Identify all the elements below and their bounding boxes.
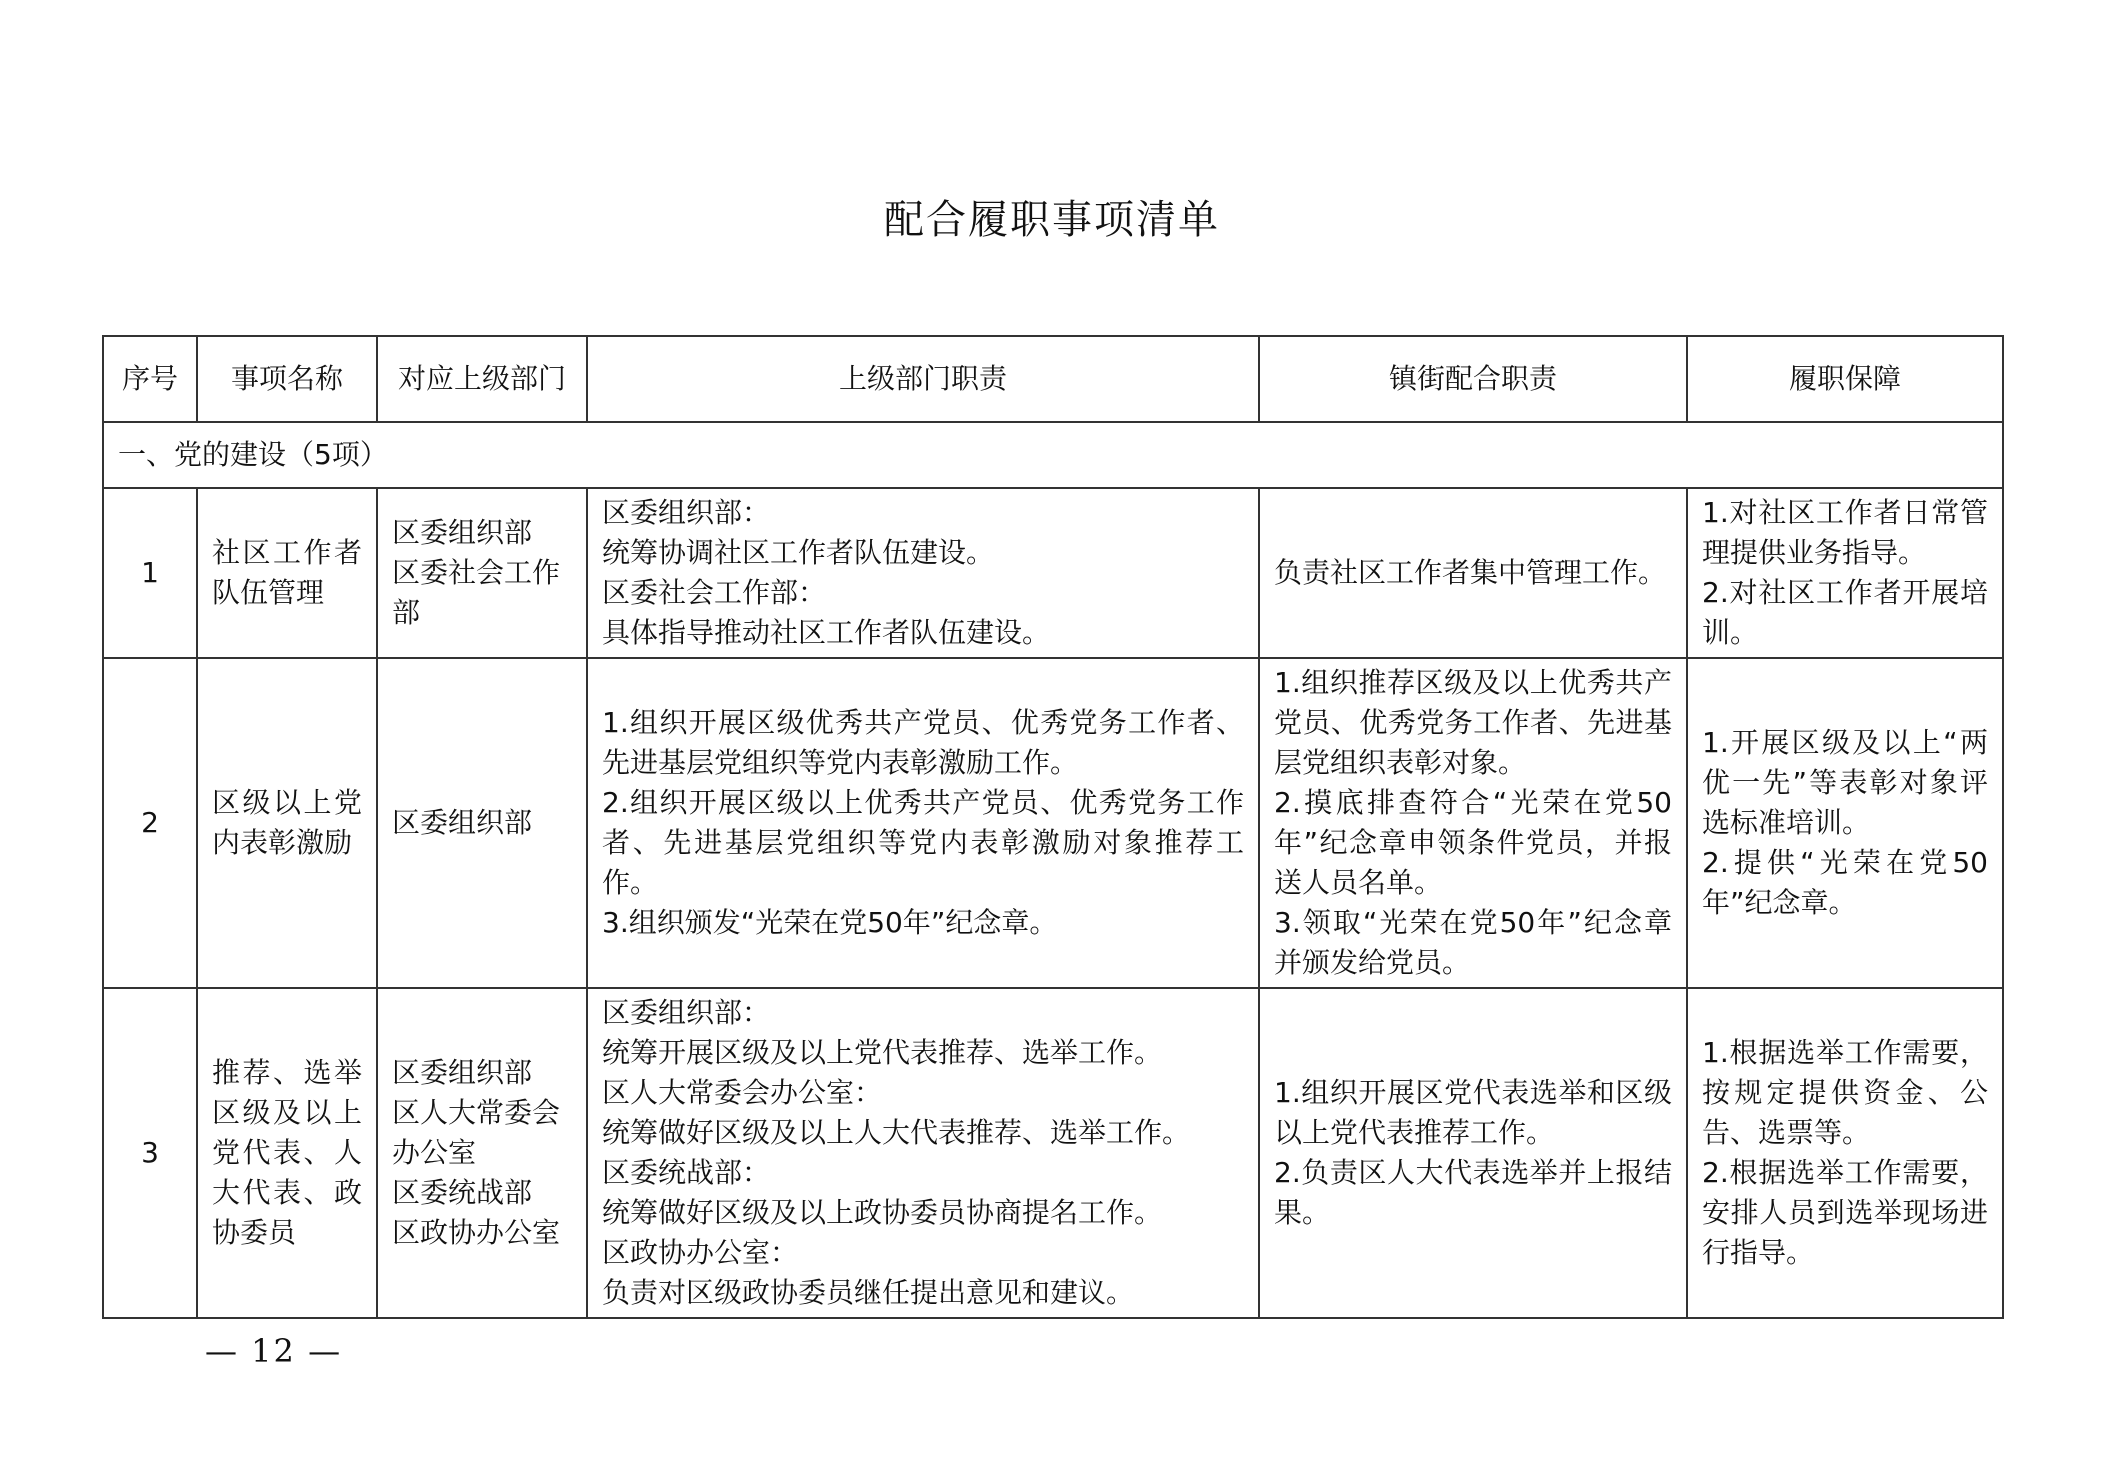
row-guarantee — [1687, 988, 2003, 1318]
page-number: — 12 — — [205, 1332, 343, 1370]
dept-line: 区委组织部 — [392, 516, 533, 549]
row-name: 推荐、选举区级及以上党代表、人大代表、政协委员 — [197, 988, 377, 1318]
duty-line: 统筹做好区级及以上人大代表推荐、选举工作。 — [602, 1116, 1191, 1149]
header-dept: 对应上级部门 — [377, 336, 587, 422]
row-town — [1259, 488, 1687, 658]
row-town — [1259, 988, 1687, 1318]
town-line: 1.组织开展区党代表选举和区级以上党代表推荐工作。 — [1274, 1076, 1672, 1149]
row-no: 1 — [103, 488, 197, 658]
table-header-row — [103, 336, 2003, 422]
guarantee-line: 1.对社区工作者日常管理提供业务指导。 — [1702, 496, 1988, 569]
duty-line: 统筹做好区级及以上政协委员协商提名工作。 — [602, 1196, 1163, 1229]
table-row — [103, 658, 2003, 988]
duty-line: 区政协办公室： — [602, 1236, 799, 1269]
duty-line: 具体指导推动社区工作者队伍建设。 — [602, 616, 1051, 649]
header-town: 镇街配合职责 — [1259, 336, 1687, 422]
row-duty — [587, 658, 1259, 988]
town-line: 2.负责区人大代表选举并上报结果。 — [1274, 1156, 1672, 1229]
duty-line: 统筹开展区级及以上党代表推荐、选举工作。 — [602, 1036, 1163, 1069]
duty-line: 区委社会工作部： — [602, 576, 827, 609]
dept-line: 区委组织部 — [392, 806, 533, 839]
duty-line: 2.组织开展区级以上优秀共产党员、优秀党务工作者、先进基层党组织等党内表彰激励对象推荐工作。 — [602, 786, 1244, 899]
town-line: 3.领取“光荣在党50年”纪念章并颁发给党员。 — [1274, 906, 1672, 979]
guarantee-line: 2.对社区工作者开展培训。 — [1702, 576, 1988, 649]
duty-line: 3.组织颁发“光荣在党50年”纪念章。 — [602, 906, 1058, 939]
duty-line: 负责对区级政协委员继任提出意见和建议。 — [602, 1276, 1135, 1309]
dept-line: 区人大常委会办公室 — [392, 1096, 561, 1169]
dept-line: 区委社会工作部 — [392, 556, 561, 629]
section-title: 一、党的建设（5项） — [103, 422, 2003, 488]
duty-line: 区人大常委会办公室： — [602, 1076, 883, 1109]
page-title: 配合履职事项清单 — [884, 197, 1220, 243]
dept-line: 区委组织部 — [392, 1056, 533, 1089]
town-line: 1.组织推荐区级及以上优秀共产党员、优秀党务工作者、先进基层党组织表彰对象。 — [1274, 666, 1672, 779]
duty-table — [102, 335, 2004, 1319]
section-row — [103, 422, 2003, 488]
row-dept — [377, 658, 587, 988]
duty-line: 统筹协调社区工作者队伍建设。 — [602, 536, 995, 569]
row-duty — [587, 488, 1259, 658]
table-row — [103, 488, 2003, 658]
guarantee-line: 2.提供“光荣在党50年”纪念章。 — [1702, 846, 1988, 919]
header-guarantee: 履职保障 — [1687, 336, 2003, 422]
row-no: 2 — [103, 658, 197, 988]
row-no: 3 — [103, 988, 197, 1318]
header-duty: 上级部门职责 — [587, 336, 1259, 422]
town-line: 2.摸底排查符合“光荣在党50年”纪念章申领条件党员，并报送人员名单。 — [1274, 786, 1672, 899]
row-dept — [377, 488, 587, 658]
duty-line: 区委组织部： — [602, 996, 771, 1029]
row-guarantee — [1687, 658, 2003, 988]
row-name: 区级以上党内表彰激励 — [197, 658, 377, 988]
guarantee-line: 2.根据选举工作需要，安排人员到选举现场进行指导。 — [1702, 1156, 1988, 1269]
duty-line: 区委统战部： — [602, 1156, 771, 1189]
dept-line: 区委统战部 — [392, 1176, 533, 1209]
row-town — [1259, 658, 1687, 988]
row-duty — [587, 988, 1259, 1318]
guarantee-line: 1.开展区级及以上“两优一先”等表彰对象评选标准培训。 — [1702, 726, 1988, 839]
row-guarantee — [1687, 488, 2003, 658]
row-dept — [377, 988, 587, 1318]
dept-line: 区政协办公室 — [392, 1216, 561, 1249]
guarantee-line: 1.根据选举工作需要，按规定提供资金、公告、选票等。 — [1702, 1036, 1988, 1149]
duty-line: 区委组织部： — [602, 496, 771, 529]
header-no: 序号 — [103, 336, 197, 422]
duty-line: 1.组织开展区级优秀共产党员、优秀党务工作者、先进基层党组织等党内表彰激励工作。 — [602, 706, 1244, 779]
header-name: 事项名称 — [197, 336, 377, 422]
table-row — [103, 988, 2003, 1318]
row-name: 社区工作者队伍管理 — [197, 488, 377, 658]
town-line: 负责社区工作者集中管理工作。 — [1274, 556, 1667, 589]
